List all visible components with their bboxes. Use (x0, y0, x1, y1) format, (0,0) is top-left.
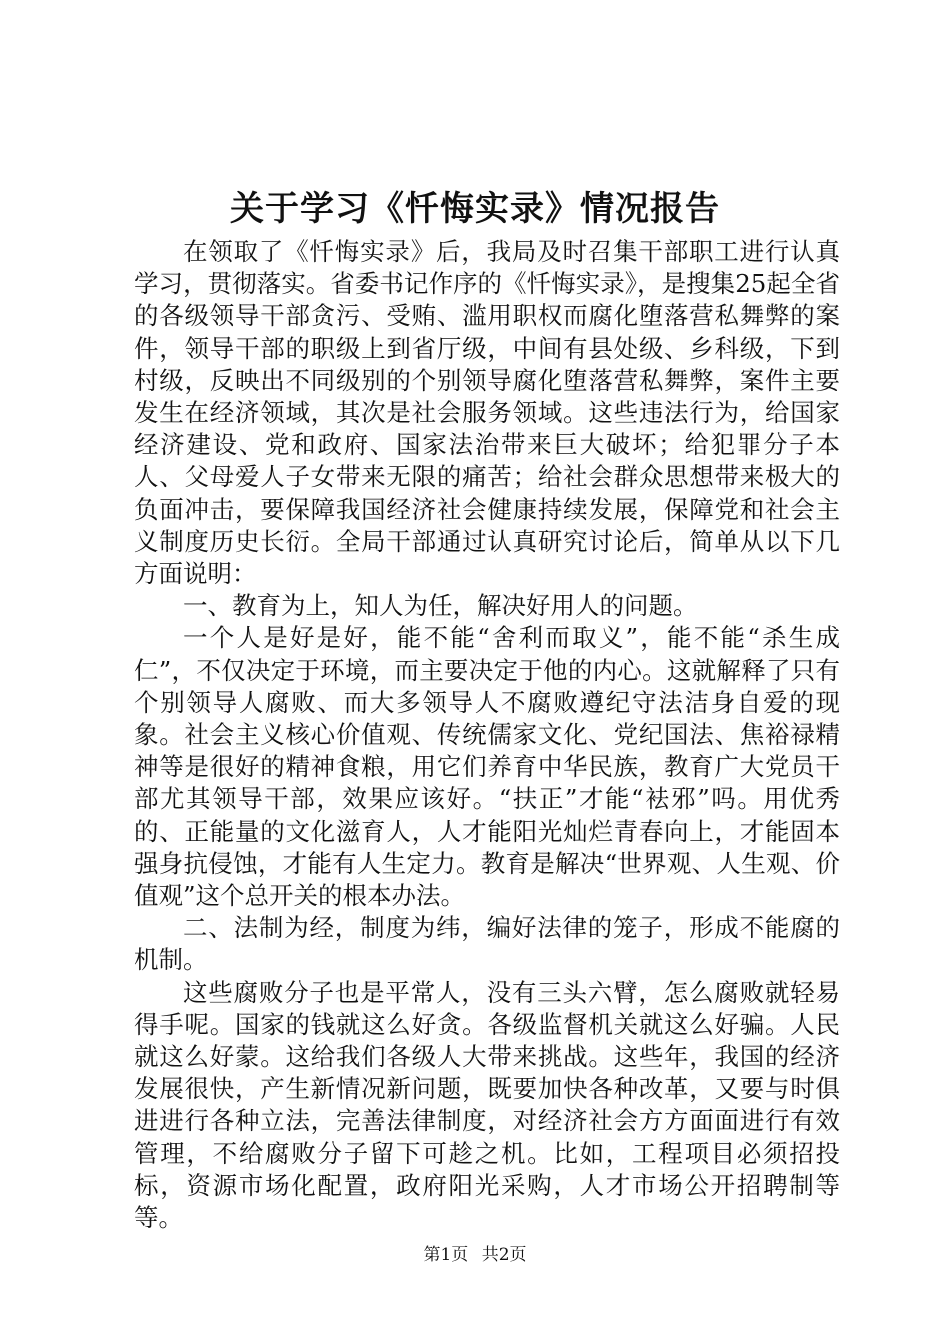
section-heading-2: 二、法制为经，制度为纬，编好法律的笼子，形成不能腐的机制。 (134, 913, 840, 975)
page-total: 共2页 (481, 1245, 527, 1265)
section-heading-1: 一、教育为上，知人为任，解决好用人的问题。 (183, 591, 698, 621)
page-number: 第1页 (423, 1245, 469, 1265)
page-footer (0, 1244, 950, 1266)
paragraph-section-2: 这些腐败分子也是平常人，没有三头六臂，怎么腐败就轻易得手呢。国家的钱就这么好贪。各级监督机关就这么好骗。人民就这么好蒙。这给我们各级人大带来挑战。这些年，我国的经济发展很快，产生新情况新问题，既要加快各种改革，又要与时俱进进行各种立法，完善法律制度，对经济社会方方面面进行有效管理，不给腐败分子留下可趁之机。比如，工程项目必须招投标，资源市场化配置，政府阳光采购，人才市场公开招聘制等等。 (134, 977, 840, 1233)
document-body (134, 236, 840, 1234)
paragraph-section-1: 一个人是好是好，能不能“舍利而取义”，能不能“杀生成仁”，不仅决定于环境，而主要决定于他的内心。这就解释了只有个别领导人腐败、而大多领导人不腐败遵纪守法洁身自爱的现象。社会主义核心价值观、传统儒家文化、党纪国法、焦裕禄精神等是很好的精神食粮，用它们养育中华民族，教育广大党员干部尤其领导干部，效果应该好。“扶正”才能“袪邪”吗。用优秀的、正能量的文化滋育人，人才能阳光灿烂青春向上，才能固本强身抗侵蚀，才能有人生定力。教育是解决“世界观、人生观、价值观”这个总开关的根本办法。 (134, 623, 840, 911)
document-title: 关于学习《忏悔实录》情况报告 (230, 189, 720, 229)
paragraph-intro: 在领取了《忏悔实录》后，我局及时召集干部职工进行认真学习，贯彻落实。省委书记作序的《忏悔实录》，是搜集25起全省的各级领导干部贪污、受贿、滥用职权而腐化堕落营私舞弊的案件，领导干部的职级上到省厅级，中间有县处级、乡科级，下到村级，反映出不同级别的个别领导腐化堕落营私舞弊，案件主要发生在经济领域，其次是社会服务领域。这些违法行为，给国家经济建设、党和政府、国家法治带来巨大破坏；给犯罪分子本人、父母爱人子女带来无限的痛苦；给社会群众思想带来极大的负面冲击，要保障我国经济社会健康持续发展，保障党和社会主义制度历史长衍。全局干部通过认真研究讨论后，简单从以下几方面说明： (134, 237, 840, 589)
